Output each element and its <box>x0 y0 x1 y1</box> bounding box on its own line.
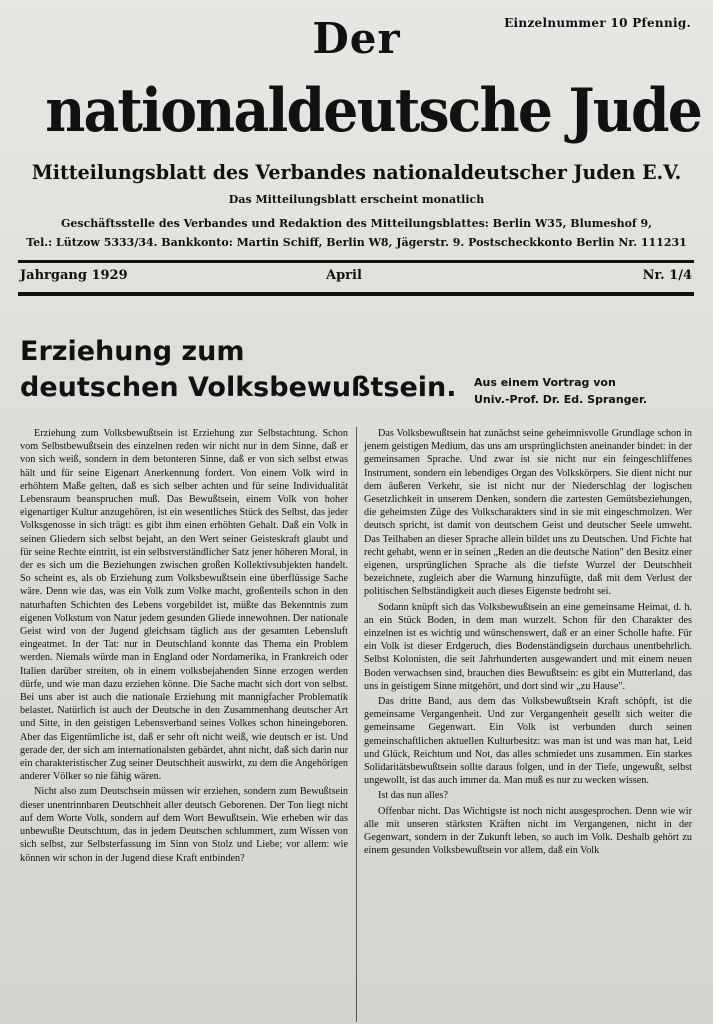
contact-line: Tel.: Lützow 5333/34. Bankkonto: Martin Schiff, Berlin W8, Jägerstr. 9. Postscheckkonto Berlin Nr. 111231 <box>26 236 687 249</box>
issue-price: Einzelnummer 10 Pfennig. <box>504 16 691 30</box>
article-source <box>474 374 704 408</box>
publication-frequency: Das Mitteilungsblatt erscheint monatlich <box>228 193 485 206</box>
article-title-line2: deutschen Volksbewußtsein. <box>20 372 457 403</box>
article-column-left <box>20 427 348 865</box>
masthead-subtitle: Mitteilungsblatt des Verbandes nationaldeutscher Juden E.V. <box>31 160 682 184</box>
issue-year: Jahrgang 1929 <box>20 268 128 283</box>
masthead-title: nationaldeutsche Jude <box>45 76 702 146</box>
paragraph: Ist das nun alles? <box>378 790 448 802</box>
source-line1: Aus einem Vortrag von <box>474 376 616 389</box>
source-author: Univ.-Prof. Dr. Ed. Spranger. <box>474 393 648 406</box>
article-title-line1: Erziehung zum <box>20 336 245 367</box>
header-rule-bottom <box>18 292 694 296</box>
paragraph: Erziehung zum Volksbewußtsein ist Erziehung zur Selbstachtung. Schon vom Selbstbewußtsein des einzelnen reden wir nicht nur in dem Sinne, daß er von sich weiß, sondern in dem betonteren Sinne, daß er von sich selbst etwas hält und für seine Eigenart Anerkennung fordert. Von einem Volk wird in erhöhtem Maße gelten, daß es sich selber achten und für seine Individualität Lebensraum beanspruchen muß. Das Bewußtsein, einem Volk von hoher eigenartiger Kultur anzugehören, ist ein wesentliches Stück des Selbst, das jeder Volksgenosse in sich trägt: es gibt ihm einen erhöhten Gehalt. Daß ein Volk in seinen Gliedern sich selbst bejaht, an den Wert seiner Geisteskraft glaubt und für seine Rechte eintritt, ist ein selbstverständlicher Satz jener höheren Moral, in der es sich um die Beziehungen zwischen großen Kollektivsubjekten handelt. So scheint es, als ob Erziehung zum Volksbewußtsein eine überflüssige Sache wäre. Denn wie das, was ein Volk zum Volke macht, großenteils schon in den naturhaften Schichten des Lebens vorgebildet ist, müßte das Bekenntnis zum eigenen Volkstum von Natur jedem gesunden Gliede innewohnen. Der nationale Geist wird von der Jugend gleichsam täglich aus der gesamten Lebensluft eingeatmet. In der Tat: nur in Deutschland konnte das Thema ein Problem werden. Niemals würde man in England oder Nordamerika, in Frankreich oder Italien darüber streiten, ob in einem volksbejahenden Sinne erzogen werden dürfe, und wie man dazu erziehen könne. Die Sache macht sich dort von selbst. Bei uns aber ist auch die nationale Erziehung mit mannigfacher Problematik belastet. Natürlich ist auch der Deutsche in den Zusammenhang deutscher Art und Sitte, in den geistigen Lebensverband seines Volkes schon hineingeboren. Aber das Eigentümliche ist, daß er sehr oft nicht weiß, wie deutsch er ist. Und gerade der, der sich am internationalsten gebärdet, ahnt nicht, daß sich darin nur ein charakteristischer Zug seiner Deutschheit auswirkt, zu dem die Angehörigen anderer Völker so nie fähig wären. <box>20 428 348 783</box>
paragraph: Das dritte Band, aus dem das Volksbewußtsein Kraft schöpft, ist die gemeinsame Vergangenheit. Und zur Vergangenheit gesellt sich weiter die gemeinsame Gegenwart. Ein Volk ist verbunden durch seinen gemeinschaftlichen aktuellen Kulturbesitz: was man ist und was man hat, Leid und Glück, Reichtum und Not, das alles schmiedet uns zusammen. Ein starkes Solidaritätsbewußtsein sollte daraus folgen, und in der Tiefe, ungewußt, selbst ungewollt, ist das auch immer da. Man muß es nur zu wecken wissen. <box>364 696 692 787</box>
office-address: Geschäftsstelle des Verbandes und Redaktion des Mitteilungsblattes: Berlin W35, Blumeshof 9, <box>61 217 652 230</box>
paragraph: Sodann knüpft sich das Volksbewußtsein an eine gemeinsame Heimat, d. h. an ein Stück Boden, in dem man wurzelt. Schon für den Charakter des einzelnen ist es wichtig und wünschenswert, daß er an einer Scholle hafte. Für ein Volk ist dieser Erdgeruch, dies Bodenständigsein durchaus unentbehrlich. Selbst Kolonisten, die seit Jahrhunderten ausgewandert und mit einem neuen Boden verwachsen sind, brauchen dies Bewußtsein: es gibt ein Mutterland, das uns in geistigem Sinne mitgehört, und dort sind wir „zu Hause". <box>364 601 692 692</box>
issue-bar <box>20 268 692 288</box>
article-title <box>20 334 460 406</box>
column-divider <box>356 427 357 1022</box>
issue-month: April <box>326 268 362 283</box>
issue-number: Nr. 1/4 <box>642 268 692 283</box>
article-column-right <box>364 427 692 858</box>
paragraph: Offenbar nicht. Das Wichtigste ist noch nicht ausgesprochen. Denn wie wir alle mit unseren stärksten Kräften nicht im Vergangenen, nicht in der Gegenwart, sondern in der Zukunft leben, so auch im Volk. Deshalb gehört zu einem gesunden Volksbewußtsein vor allem, daß ein Volk <box>364 805 692 857</box>
header-rule-top <box>18 260 694 263</box>
paragraph: Das Volksbewußtsein hat zunächst seine geheimnisvolle Grundlage schon in jenem geistigen Medium, das uns am ursprünglichsten aneinander bindet: in der gemeinsamen Sprache. Und zwar ist sie nicht nur ein feingeschliffenes Instrument, sondern ein lebendiges Organ des Volkskörpers. Sie dient nicht nur dem äußeren Verkehr, sie ist nicht nur der Niederschlag der logischen Gesetzlichkeit in unserem Denken, sondern die zartesten Gemütsbeziehungen, die geheimsten Züge des Volkscharakters sind in sie mit eingeschmolzen. Wer deutsch spricht, ist damit von deutschem Geist und deutscher Seele umweht. Das Teilhaben an dieser Sprache allein bildet uns zu Deutschen. Und Fichte hat recht gehabt, wenn er in seinen „Reden an die deutsche Nation" den Besitz einer eigenen, ursprünglichen Sprache als die tiefste Wurzel der Deutschheit bezeichnete, zugleich aber die Warnung hinzufügte, daß mit dem Verlust der politischen Selbständigkeit auch dieses Eigenste bedroht sei. <box>364 428 692 598</box>
paragraph: Nicht also zum Deutschsein müssen wir erziehen, sondern zum Bewußtsein dieser unentrinnbaren Deutschheit aller deutsch Geborenen. Der Ton liegt nicht auf dem Worte Volk, sondern auf dem Wort Bewußtsein. Wie erheben wir das unbewußte Deutschtum, das in jedem Deutschen schlummert, zum Wissen von sich selbst, zur Selbsterfassung im Sinn von Stolz und Liebe; vor allem: wie können wir schon in der Jugend diese Kraft entbinden? <box>20 786 348 864</box>
title-top: Der <box>312 14 401 63</box>
